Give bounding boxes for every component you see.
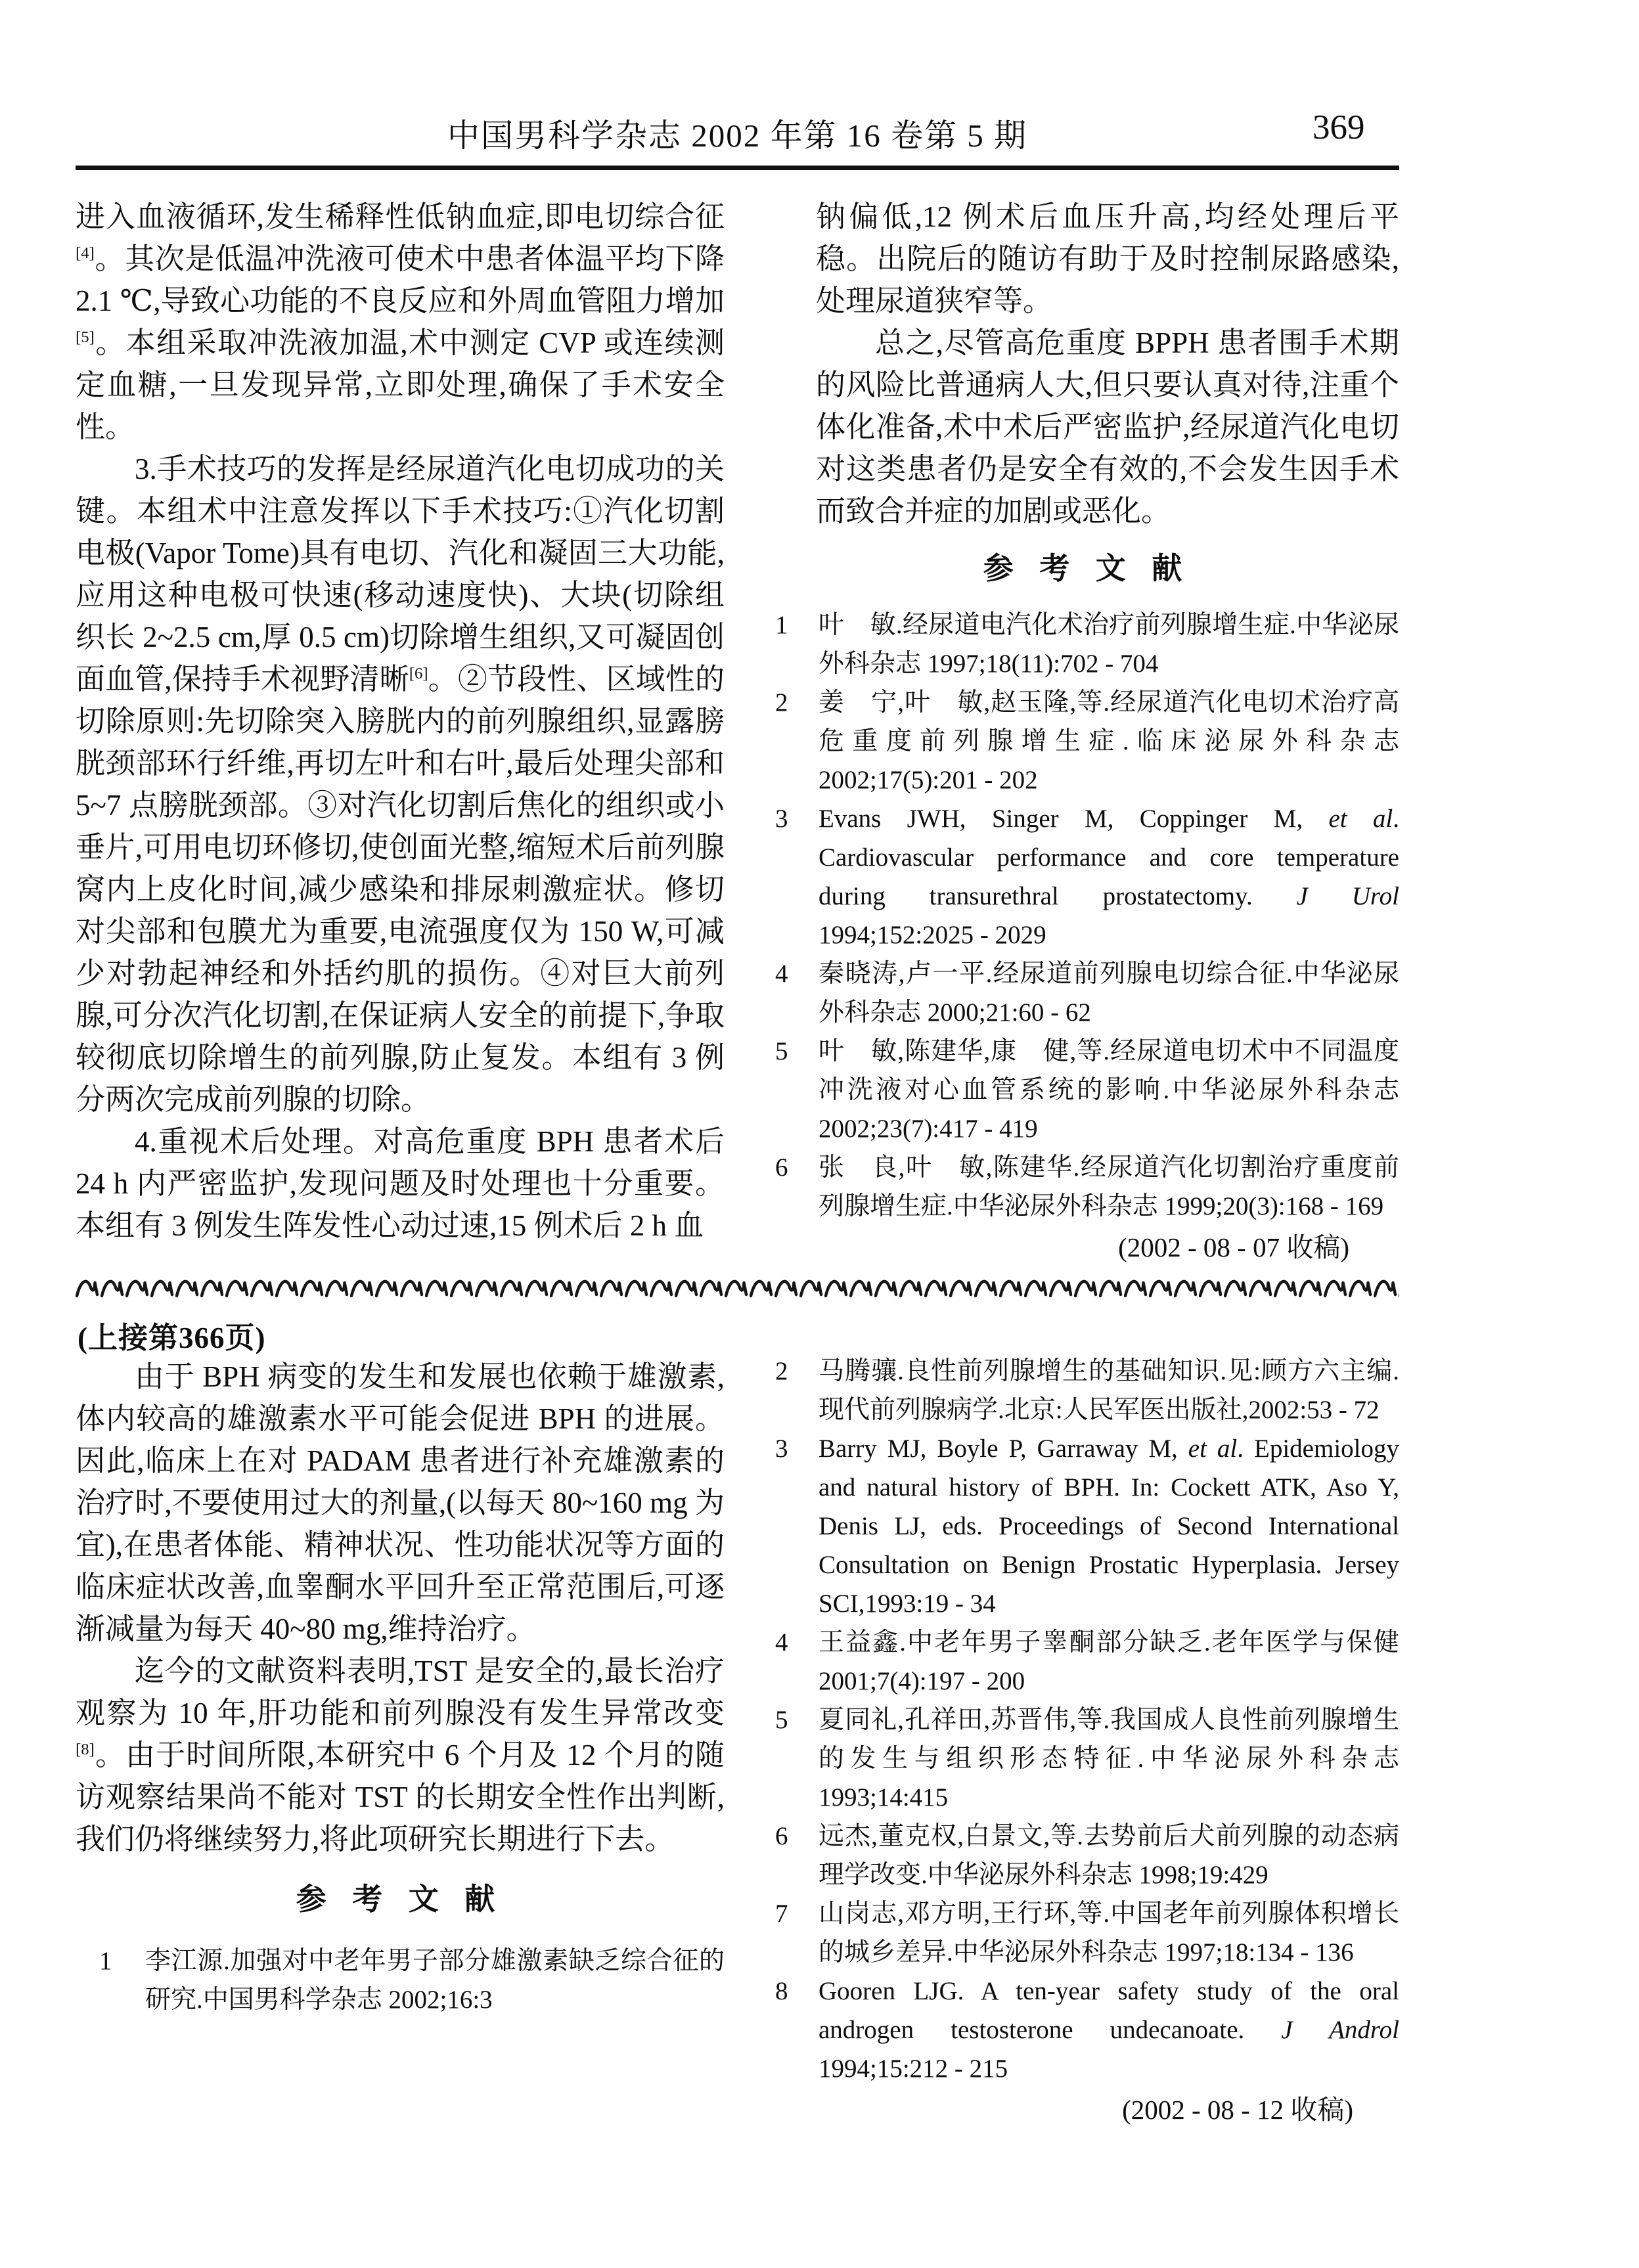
paragraph-text: 。本组采取冲洗液加温,术中测定 CVP 或连续测定血糖,一旦发现异常,立即处理,确保了手术安全性。 (76, 326, 725, 443)
reference-text: 李江源.加强对中老年男子部分雄激素缺乏综合征的研究.中国男科学杂志 2002;16:3 (145, 1947, 725, 2014)
reference-text: 夏同礼,孔祥田,苏晋伟,等.我国成人良性前列腺增生的发生与组织形态特征.中华泌尿外科杂志 1993;14:415 (819, 1706, 1399, 1812)
reference-italic-segment: J Urol (1296, 882, 1399, 910)
page-number: 369 (1313, 108, 1365, 146)
received-date-note: (2002 - 08 - 07 收稿) (1118, 1232, 1349, 1262)
citation-superscript: [4] (76, 244, 95, 262)
reference-item (775, 954, 1399, 1032)
article2-left-body (76, 1356, 725, 1860)
reference-italic-segment: et al (1188, 1434, 1238, 1463)
reference-item (775, 1817, 1399, 1894)
article2-left-column (76, 1356, 725, 2019)
paragraph-text: 。其次是低温冲洗液可使术中患者体温平均下降 2.1 ℃,导致心功能的不良反应和外周血管阻力增加 (76, 242, 725, 317)
article2-paragraph-1: 由于 BPH 病变的发生和发展也依赖于雄激素,体内较高的雄激素水平可能会促进 BPH 的进展。因此,临床上在对 PADAM 患者进行补充雄激素的治疗时,不要使用过大的剂量,(以每天 80~160 mg 为宜),在患者体能、精神状况、性功能状况等方面的临床症状改善,血睾酮水平回升至正常范围后,可逐渐减量为每天 40~80 mg,维持治疗。 (76, 1360, 725, 1645)
reference-number: 2 (775, 1357, 788, 1385)
reference-text: 张 良,叶 敏,陈建华.经尿道汽化切割治疗重度前列腺增生症.中华泌尿外科杂志 1999;20(3):168 - 169 (819, 1153, 1399, 1220)
reference-text: 叶 敏.经尿道电汽化术治疗前列腺增生症.中华泌尿外科杂志 1997;18(11):702 - 704 (819, 611, 1399, 678)
reference-item (775, 1701, 1399, 1817)
reference-number: 1 (99, 1947, 112, 1975)
reference-text: 马腾骧.良性前列腺增生的基础知识.见:顾方六主编.现代前列腺病学.北京:人民军医出版社,2002:53 - 72 (819, 1357, 1399, 1424)
article1-right-column (775, 196, 1399, 1267)
reference-text-segment: . Epidemiology and natural history of BPH. In: Cockett ATK, Aso Y, Denis LJ, eds. Proceedings of Second International Consultation on Benign Prostatic Hyperplasia. Jersey SCI,1993:19 - 34 (819, 1434, 1399, 1618)
reference-number: 1 (775, 611, 788, 639)
continued-from-note: (上接第366页) (78, 1322, 266, 1354)
reference-text-segment: Gooren LJG. A ten-year safety study of the oral androgen testosterone undecanoate. (819, 1977, 1399, 2044)
wavy-section-divider (76, 1272, 1399, 1303)
reference-number: 5 (775, 1706, 788, 1734)
reference-italic-segment: et al (1328, 805, 1393, 833)
article2-left-reference-list (99, 1942, 725, 2019)
paragraph-text: 进入血液循环,发生稀释性低钠血症,即电切综合征 (76, 200, 725, 233)
reference-italic-segment: J Androl (1281, 2016, 1399, 2044)
reference-number: 3 (775, 1434, 788, 1463)
reference-text-segment: 1994;152:2025 - 2029 (819, 921, 1046, 949)
reference-text: 山岗志,邓方明,王行环,等.中国老年前列腺体积增长的城乡差异.中华泌尿外科杂志 1997;18:134 - 136 (819, 1900, 1399, 1967)
article2-right-column (775, 1352, 1399, 2129)
reference-item (775, 1623, 1399, 1701)
paragraph-text: 。由于时间所限,本研究中 6 个月及 12 个月的随访观察结果尚不能对 TST 的长期安全性作出判断,我们仍将继续努力,将此项研究长期进行下去。 (76, 1739, 725, 1856)
references-heading: 参 考 文 献 (983, 552, 1192, 585)
article2-right-reference-list (775, 1352, 1399, 2129)
reference-text (819, 1972, 1399, 2088)
reference-item (775, 1352, 1399, 1429)
reference-text-segment: . Cardiovascular performance and core temperature during transurethral prostatectomy. (819, 805, 1399, 910)
reference-item (775, 683, 1399, 799)
paragraph-text: 迄今的文献资料表明,TST 是安全的,最长治疗观察为 10 年,肝功能和前列腺没有发生异常改变 (76, 1655, 725, 1729)
paragraph-text: 3.手术技巧的发挥是经尿道汽化电切成功的关键。本组术中注意发挥以下手术技巧:①汽化切割电极(Vapor Tome)具有电切、汽化和凝固三大功能,应用这种电极可快速(移动速度快)、大块(切除组织长 2~2.5 cm,厚 0.5 cm)切除增生组织,又可凝固创面血管,保持手术视野清晰 (76, 453, 725, 696)
citation-superscript: [6] (409, 665, 428, 682)
article1-paragraph-5: 总之,尽管高危重度 BPPH 患者围手术期的风险比普通病人大,但只要认真对待,注重个体化准备,术中术后严密监护,经尿道汽化电切对这类患者仍是安全有效的,不会发生因手术而致合并症的加剧或恶化。 (816, 326, 1399, 527)
article1-left-column (76, 196, 725, 1247)
references-heading: 参 考 文 献 (296, 1882, 505, 1916)
reference-text-segment: Barry MJ, Boyle P, Garraway M, (819, 1434, 1188, 1463)
article1-reference-list (775, 606, 1399, 1267)
reference-number: 4 (775, 1628, 788, 1657)
reference-number: 3 (775, 805, 788, 833)
article1-paragraph-2 (76, 448, 725, 1121)
reference-number: 8 (775, 1977, 788, 2005)
reference-item (775, 1894, 1399, 1972)
reference-text: 王益鑫.中老年男子睾酮部分缺乏.老年医学与保健 2001;7(4):197 - 200 (819, 1628, 1399, 1695)
article1-paragraph-4: 钠偏低,12 例术后血压升高,均经处理后平稳。出院后的随访有助于及时控制尿路感染,处理尿道狭窄等。 (816, 200, 1399, 317)
reference-text: 姜 宁,叶 敏,赵玉隆,等.经尿道汽化电切术治疗高危重度前列腺增生症.临床泌尿外科杂志 2002;17(5):201 - 202 (819, 688, 1399, 794)
citation-superscript: [8] (76, 1741, 95, 1758)
reference-item (775, 1032, 1399, 1148)
reference-item (775, 1972, 1399, 2088)
citation-superscript: [5] (76, 328, 95, 346)
reference-item (99, 1942, 725, 2019)
reference-number: 5 (775, 1037, 788, 1065)
reference-text (819, 799, 1399, 954)
header-rule (76, 166, 1399, 170)
reference-item (775, 1148, 1399, 1226)
reference-text: 秦晓涛,卢一平.经尿道前列腺电切综合征.中华泌尿外科杂志 2000;21:60 - 62 (819, 960, 1399, 1027)
reference-number: 7 (775, 1900, 788, 1928)
reference-item (775, 799, 1399, 954)
reference-item (775, 606, 1399, 683)
reference-text-segment: 1994;15:212 - 215 (819, 2055, 1008, 2083)
paragraph-text: 。②节段性、区域性的切除原则:先切除突入膀胱内的前列腺组织,显露膀胱颈部环行纤维,再切左叶和右叶,最后处理尖部和 5~7 点膀胱颈部。③对汽化切割后焦化的组织或小垂片,可用电切环修切,使创面光整,缩短术后前列腺窝内上皮化时间,减少感染和排尿刺激症状。修切对尖部和包膜尤为重要,电流强度仅为 150 W,可减少对勃起神经和外括约肌的损伤。④对巨大前列腺,可分次汽化切割,在保证病人安全的前提下,争取较彻底切除增生的前列腺,防止复发。本组有 3 例分两次完成前列腺的切除。 (76, 663, 725, 1116)
reference-number: 6 (775, 1822, 788, 1850)
reference-text-segment: Evans JWH, Singer M, Coppinger M, (819, 805, 1329, 833)
received-date-note: (2002 - 08 - 12 收稿) (1122, 2095, 1353, 2125)
article2-paragraph-2 (76, 1650, 725, 1860)
article1-paragraph-1 (76, 196, 725, 448)
reference-number: 4 (775, 960, 788, 988)
reference-item (775, 1429, 1399, 1623)
reference-number: 2 (775, 688, 788, 717)
reference-text: 远杰,董克权,白景文,等.去势前后犬前列腺的动态病理学改变.中华泌尿外科杂志 1998;19:429 (819, 1822, 1399, 1889)
reference-text: 叶 敏,陈建华,康 健,等.经尿道电切术中不同温度冲洗液对心血管系统的影响.中华泌尿外科杂志 2002;23(7):417 - 419 (819, 1037, 1399, 1143)
article1-right-body (816, 196, 1399, 532)
article1-paragraph-3: 4.重视术后处理。对高危重度 BPH 患者术后 24 h 内严密监护,发现问题及时处理也十分重要。本组有 3 例发生阵发性心动过速,15 例术后 2 h 血 (76, 1125, 725, 1242)
reference-number: 6 (775, 1153, 788, 1182)
reference-text (819, 1429, 1399, 1623)
journal-header-line: 中国男科学杂志 2002 年第 16 卷第 5 期 (447, 118, 1027, 154)
